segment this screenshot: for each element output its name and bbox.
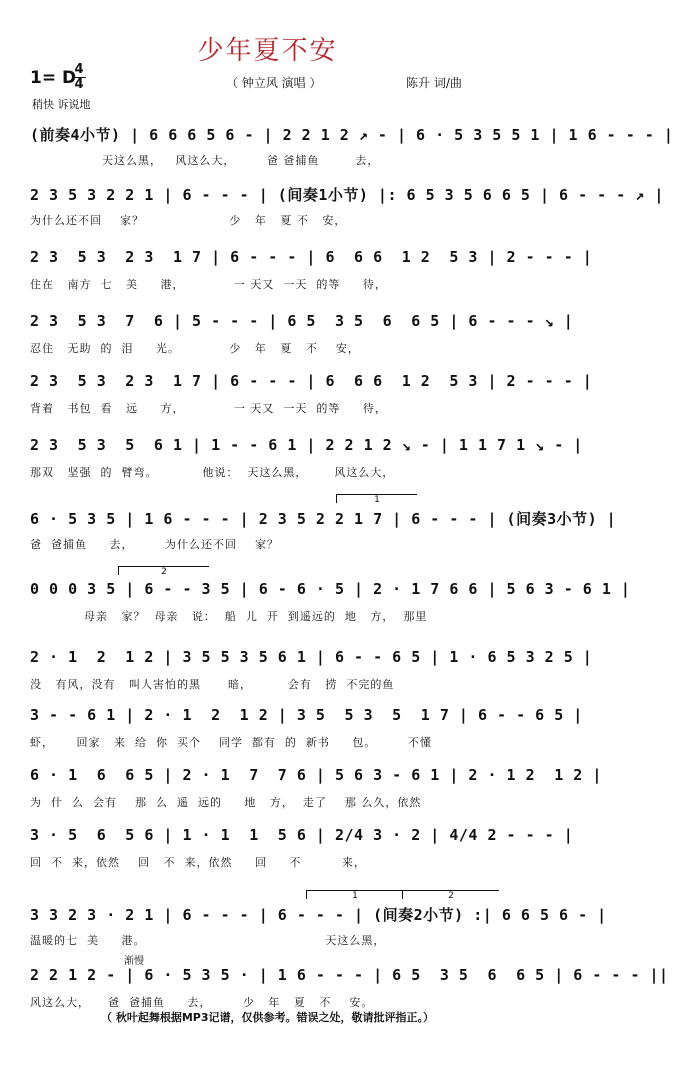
composer-credit: 陈升 词/曲 — [406, 76, 462, 90]
notes-line: 3 3 2 3 · 2 1 | 6 - - - | 6 - - - | (间奏2小节) :| 6 6 5 6 - | — [30, 906, 607, 924]
lyrics-line: 那双 坚强 的 臂弯。 他说： 天这么黑， 风这么大， — [30, 466, 395, 479]
lyrics-line: 风这么大， 爸 爸捕鱼 去， 少 年 夏 不 安。 — [30, 996, 374, 1009]
score-row-9 — [0, 648, 593, 708]
score-row-12 — [0, 826, 574, 886]
score-row-3 — [0, 248, 593, 308]
score-row-13 — [0, 891, 607, 964]
notes-line: 3 - - 6 1 | 2 · 1 2 1 2 | 3 5 5 3 5 1 7 | 6 - - 6 5 | — [30, 706, 583, 724]
lyrics-line: 忍住 无助 的 泪 光。 少 年 夏 不 安， — [30, 342, 360, 355]
notes-line: 2 3 5 3 7 6 | 5 - - - | 6 5 3 5 6 6 5 | 6 - - - ↘ | — [30, 312, 574, 330]
lyrics-line: 虾， 回家 来 给 你 买个 同学 都有 的 新书 包。 不懂 — [30, 736, 432, 749]
singer-credit: （ 钟立风 演唱 ） — [226, 76, 322, 90]
lyrics-line: 住在 南方 七 美 港， 一 天又 一天 的等 待， — [30, 278, 387, 291]
song-title: 少年夏不安 — [197, 36, 338, 66]
lyrics-line: 温暖的七 美 港。 天这么黑， — [30, 934, 386, 947]
volta-bracket-1: 1 — [336, 494, 417, 503]
notes-line: 2 3 5 3 2 2 1 | 6 - - - | (间奏1小节) |: 6 5 3 5 6 6 5 | 6 - - - ↗ | — [30, 186, 664, 204]
score-row-6 — [0, 436, 583, 496]
score-row-5 — [0, 372, 593, 432]
lyrics-line: 为什么还不回 家？ 少 年 夏 不 安， — [30, 214, 347, 227]
lyrics-line: 天这么黑， 风这么大， 爸 爸捕鱼 去， — [30, 154, 380, 167]
notes-line: 0 0 0 3 5 | 6 - - 3 5 | 6 - 6 · 5 | 2 · 1 7 6 6 | 5 6 3 - 6 1 | — [30, 580, 631, 598]
notes-line: 2 3 5 3 2 3 1 7 | 6 - - - | 6 6 6 1 2 5 3 | 2 - - - | — [30, 248, 593, 266]
lyrics-line: 没 有风，没有 叫人害怕的黑 暗， 会有 捞 不完的鱼 — [30, 678, 395, 691]
score-row-8 — [0, 567, 631, 640]
notes-line: 2 2 1 2 - | 6 · 5 3 5 · | 1 6 - - - | 6 5 3 5 6 6 5 | 6 - - - || — [30, 966, 669, 984]
volta-bracket-1b: 1 — [306, 890, 403, 899]
lyrics-line: 回 不 来，依然 回 不 来，依然 回 不 来， — [30, 856, 366, 869]
notes-line: 2 · 1 2 1 2 | 3 5 5 3 5 6 1 | 6 - - 6 5 | 1 · 6 5 3 2 5 | — [30, 648, 593, 666]
score-row-2 — [0, 184, 664, 244]
meter-top: 4 — [74, 62, 84, 77]
notes-line: 2 3 5 3 5 6 1 | 1 - - 6 1 | 2 2 1 2 ↘ - | 1 1 7 1 ↘ - | — [30, 436, 583, 454]
volta-bracket-2b: 2 — [402, 890, 499, 899]
lyrics-line: 母亲 家？ 母亲 说： 船 儿 开 到遥远的 地 方， 那里 — [30, 610, 428, 623]
lyrics-line: 爸 爸捕鱼 去， 为什么还不回 家？ — [30, 538, 279, 551]
score-row-1 — [0, 124, 673, 184]
volta-bracket-2: 2 — [118, 566, 209, 575]
score-row-10 — [0, 706, 583, 766]
score-row-11 — [0, 766, 602, 826]
meter-bottom: 4 — [74, 77, 84, 92]
notes-line: 3 · 5 6 5 6 | 1 · 1 1 5 6 | 2/4 3 · 2 | 4/4 2 - - - | — [30, 826, 574, 844]
footer-note: （ 秋叶起舞根据MP3记谱，仅供参考。错误之处，敬请批评指正。） — [101, 1011, 434, 1024]
notes-line: (前奏4小节) | 6 6 6 5 6 - | 2 2 1 2 ↗ - | 6 · 5 3 5 5 1 | 1 6 - - - | — [30, 126, 673, 144]
notes-line: 6 · 5 3 5 | 1 6 - - - | 2 3 5 2 2 1 7 | 6 - - - | (间奏3小节) | — [30, 510, 617, 528]
time-signature — [72, 64, 86, 91]
score-row-4 — [0, 312, 574, 372]
tempo-marking: 稍快 诉说地 — [32, 98, 91, 111]
notes-line: 2 3 5 3 2 3 1 7 | 6 - - - | 6 6 6 1 2 5 3 | 2 - - - | — [30, 372, 593, 390]
slowing-marking: 渐慢 — [124, 956, 144, 967]
score-row-7 — [0, 495, 617, 568]
lyrics-line: 为 什 么 会有 那 么 遥 远的 地 方， 走了 那 么久，依然 — [30, 796, 422, 809]
lyrics-line: 背着 书包 看 远 方， 一 天又 一天 的等 待， — [30, 402, 387, 415]
key-signature: 1= D — [30, 68, 77, 88]
notes-line: 6 · 1 6 6 5 | 2 · 1 7 7 6 | 5 6 3 - 6 1 | 2 · 1 2 1 2 | — [30, 766, 602, 784]
